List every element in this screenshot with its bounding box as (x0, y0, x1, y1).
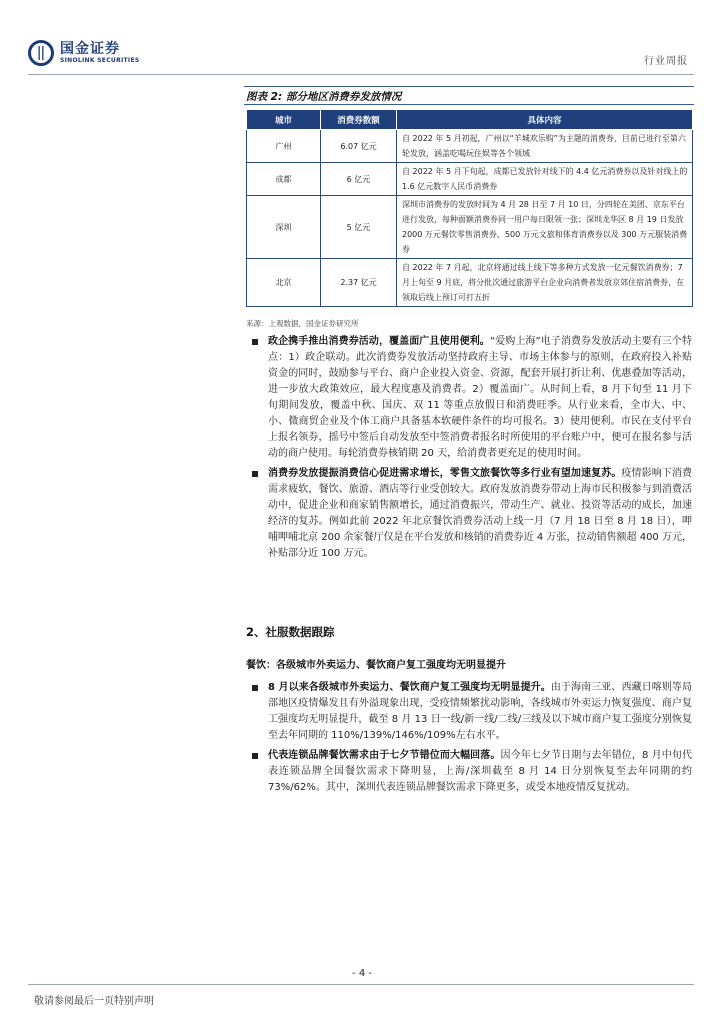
square-bullet-icon (252, 685, 258, 691)
column-header-content: 具体内容 (397, 110, 693, 130)
list-item (246, 334, 692, 462)
list-item (246, 748, 692, 796)
bullet-text: 疫情影响下消费需求疲软，餐饮、旅游、酒店等行业受创较大。政府发放消费券带动上海市民积极参与到消费活动中，促进企业和商家销售额增长，通过消费振兴，带动生产、就业、投资等活动的成长，加速经济的复苏。例如此前 2022 年北京餐饮消费券活动上线一月（7 月 18 日至 8 月 18 日），呷哺呷哺北京 200 余家餐厅仅是在平台发放和核销的消费券近 4 万张，拉动销售额超 400 万元，补贴部分近 100 万元。 (268, 468, 693, 559)
amount-cell: 6.07 亿元 (321, 130, 397, 163)
content-cell: 自 2022 年 7 月起，北京将通过线上线下等多种方式发放一亿元餐饮消费券；7 月上旬至 9 月底，将分批次通过旅游平台企业向消费者发放京郊住宿消费券，在领取后线上预订可打五折 (397, 259, 693, 307)
company-logo (28, 40, 139, 66)
bullet-text: 因今年七夕节日期与去年错位，8 月中旬代表连锁品牌全国餐饮需求下降明显，上海/深圳截至 8 月 14 日分别恢复至去年同期的约 73%/62%。其中，深圳代表连锁品牌餐饮需求下降更多，或受本地疫情反复扰动。 (268, 750, 692, 793)
disclaimer-note: 敬请参阅最后一页特别声明 (34, 996, 154, 1007)
header-divider (28, 74, 694, 75)
list-item (246, 680, 692, 744)
bullet-lead: 8 月以来各级城市外卖运力、餐饮商户复工强度均无明显提升。 (268, 682, 551, 693)
figure-source: 来源：上观数据，国金证券研究所 (246, 319, 359, 328)
amount-cell: 2.37 亿元 (321, 259, 397, 307)
city-cell: 北京 (247, 259, 321, 307)
logo-english-name: SINOLINK SECURITIES (60, 57, 140, 64)
figure-title-rule (244, 104, 694, 105)
document-type: 行业周报 (644, 56, 688, 67)
square-bullet-icon (252, 471, 258, 477)
page-header (0, 0, 724, 78)
section-subtitle: 餐饮：各级城市外卖运力、餐饮商户复工强度均无明显提升 (246, 660, 506, 671)
amount-cell: 6 亿元 (321, 163, 397, 196)
content-cell: 自 2022 年 5 月初起，广州以“羊城欢乐购”为主题的消费券，目前已进行至第六轮发放，涵盖吃喝玩住娱等各个领域 (397, 130, 693, 163)
logo-chinese-name: 国金证券 (60, 41, 120, 57)
content-cell: 自 2022 年 5 月下旬起，成都已发放针对线下的 4.4 亿元消费券以及针对线上的 1.6 亿元数字人民币消费券 (397, 163, 693, 196)
table-row (247, 130, 693, 163)
bullet-text: “爱购上海”电子消费券发放活动主要有三个特点：1）政企联动。此次消费券发放活动坚持政府主导、市场主体参与的原则，在政府投入补贴资金的同时，鼓励参与平台、商户企业投入资金、资源，配套开展打折让利、优惠叠加等活动，进一步放大政策效应，最大程度惠及消费者。2）覆盖面广。从时间上看，8 月下旬至 11 月下旬期间发放，覆盖中秋、国庆、双 11 等重点放假日和消费旺季。从行业来看，全市大、中、小、微商贸企业及个体工商户具备基本软硬件条件的均可报名。3）使用便利。市民在支付平台上报名领券，摇号中签后自动发放至中签消费者报名时所使用的平台账户中，便可在报名参与活动的商户使用。每轮消费券核销期 20 天，给消费者更充足的使用时间。 (268, 336, 692, 459)
page-number: - 4 - (352, 968, 372, 979)
bullet-lead: 政企携手推出消费券活动，覆盖面广且使用便利。 (268, 336, 490, 347)
bullet-group-catering (246, 680, 692, 796)
figure-title: 图表 2: 部分地区消费券发放情况 (246, 91, 402, 103)
city-cell: 广州 (247, 130, 321, 163)
bullet-lead: 消费券发放提振消费信心促进需求增长，零售文旅餐饮等多行业有望加速复苏。 (268, 468, 622, 479)
table-row (247, 259, 693, 307)
column-header-amount: 消费券数额 (321, 110, 397, 130)
section-title: 2、社服数据跟踪 (246, 625, 335, 639)
column-header-city: 城市 (247, 110, 321, 130)
bullet-text: 由于海南三亚、西藏日喀则等局部地区疫情爆发且有外溢现象出现，受疫情频繁扰动影响，各线城市外卖运力恢复强度、商户复工强度均无明显提升，截至 8 月 13 日一线/新一线/二线/三线及以下城市商户复工强度分别恢复至去年同期的 110%/139%/146%/109%左右水平。 (268, 682, 692, 741)
voucher-table (246, 109, 693, 307)
list-item (246, 466, 692, 562)
bullet-lead: 代表连锁品牌餐饮需求由于七夕节错位而大幅回落。 (268, 750, 501, 761)
table-row (247, 196, 693, 259)
table-row (247, 163, 693, 196)
content-cell: 深圳市消费券的发放时间为 4 月 28 日至 7 月 10 日，分四轮在美团、京东平台进行发放，每种面额消费券同一用户每日限领一张；深圳龙华区 8 月 19 日发放 2000 万元餐饮零售消费券、500 万元文旅和体育消费券以及 300 万元服装消费券 (397, 196, 693, 259)
footer-divider (28, 984, 694, 985)
square-bullet-icon (252, 753, 258, 759)
table-header-row (247, 110, 693, 130)
square-bullet-icon (252, 339, 258, 345)
sinolink-logo-icon (28, 40, 54, 66)
amount-cell: 5 亿元 (321, 196, 397, 259)
bullet-group-policy (246, 334, 692, 562)
city-cell: 成都 (247, 163, 321, 196)
figure-top-rule (244, 86, 694, 87)
city-cell: 深圳 (247, 196, 321, 259)
